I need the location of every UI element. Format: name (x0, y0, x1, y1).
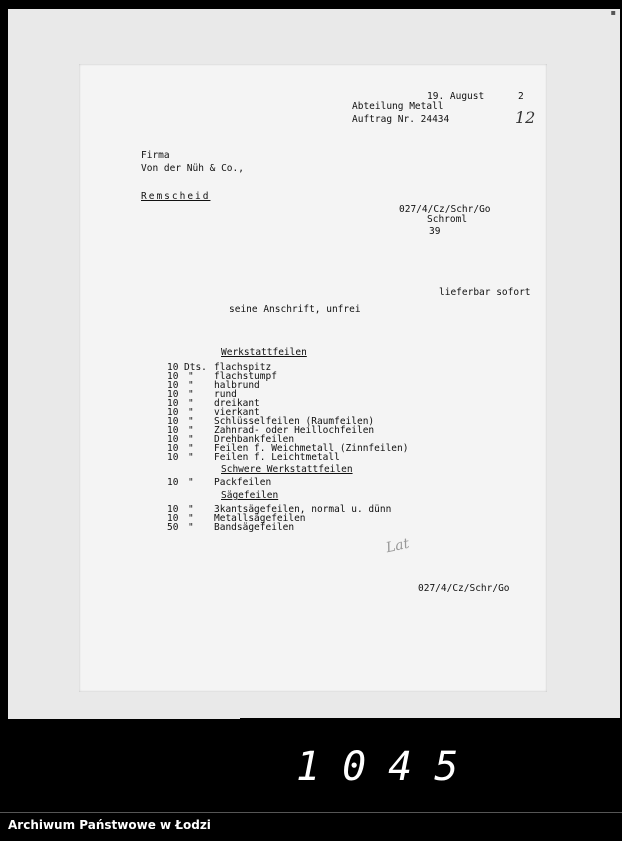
item-desc: Feilen f. Weichmetall (Zinnfeilen) (214, 443, 409, 454)
item-unit: " (188, 416, 194, 427)
item-qty: 50 (167, 522, 179, 533)
item-qty: 10 (167, 380, 179, 391)
item-desc: Zahnrad- oder Heillochfeilen (214, 425, 375, 436)
address-city: Remscheid (141, 191, 211, 202)
item-unit: " (188, 380, 194, 391)
section-title: Werkstattfeilen (221, 347, 307, 358)
item-qty: 10 (167, 434, 179, 445)
item-unit: " (188, 398, 194, 409)
item-desc: Schlüsselfeilen (Raumfeilen) (214, 416, 375, 427)
item-unit: " (188, 425, 194, 436)
item-desc: 3kantsägefeilen, normal u. dünn (214, 504, 392, 515)
item-unit: " (188, 407, 194, 418)
item-desc: Drehbankfeilen (214, 434, 295, 445)
item-qty: 10 (167, 407, 179, 418)
reference-code: 027/4/Cz/Schr/Go (399, 204, 491, 215)
item-unit: " (188, 443, 194, 454)
handwritten-signature: Lat (384, 535, 411, 557)
item-qty: 10 (167, 416, 179, 427)
delivery-note: lieferbar sofort (439, 287, 531, 298)
corner-mark: ▪ (610, 8, 616, 17)
item-qty: 10 (167, 371, 179, 382)
item-desc: Feilen f. Leichtmetall (214, 452, 340, 463)
item-unit: " (188, 389, 194, 400)
reference-number: 39 (429, 226, 441, 237)
item-unit: " (188, 504, 194, 515)
item-desc: Packfeilen (214, 477, 272, 488)
footer-reference: 027/4/Cz/Schr/Go (418, 583, 510, 594)
item-unit: " (188, 477, 194, 488)
reference-sub: Schroml (427, 214, 468, 225)
frame-number: 1045 (296, 744, 481, 790)
address-firma: Firma (141, 150, 170, 161)
item-qty: 10 (167, 425, 179, 436)
item-qty: 10 (167, 398, 179, 409)
item-desc: rund (214, 389, 237, 400)
item-unit: " (188, 522, 194, 533)
item-desc: Bandsägefeilen (214, 522, 295, 533)
item-unit: Dts. (184, 362, 207, 373)
item-qty: 10 (167, 389, 179, 400)
item-qty: 10 (167, 443, 179, 454)
item-qty: 10 (167, 513, 179, 524)
item-unit: " (188, 434, 194, 445)
page-number: 2 (518, 91, 524, 102)
item-qty: 10 (167, 504, 179, 515)
handwritten-number: 12 (515, 108, 536, 127)
item-desc: flachstumpf (214, 371, 277, 382)
item-qty: 10 (167, 477, 179, 488)
order-number: Auftrag Nr. 24434 (352, 114, 450, 125)
item-desc: Metallsägefeilen (214, 513, 306, 524)
item-qty: 10 (167, 362, 179, 373)
item-unit: " (188, 371, 194, 382)
department: Abteilung Metall (352, 101, 444, 112)
section-title: Schwere Werkstattfeilen (221, 464, 353, 475)
archive-label: Archiwum Państwowe w Łodzi (8, 818, 211, 832)
item-unit: " (188, 452, 194, 463)
section-title: Sägefeilen (221, 490, 279, 501)
item-desc: vierkant (214, 407, 260, 418)
letter-date: 19. August (427, 91, 485, 102)
shipping-note: seine Anschrift, unfrei (229, 304, 361, 315)
address-name: Von der Nüh & Co., (141, 163, 244, 174)
item-desc: flachspitz (214, 362, 272, 373)
item-qty: 10 (167, 452, 179, 463)
item-desc: halbrund (214, 380, 260, 391)
item-desc: dreikant (214, 398, 260, 409)
item-unit: " (188, 513, 194, 524)
